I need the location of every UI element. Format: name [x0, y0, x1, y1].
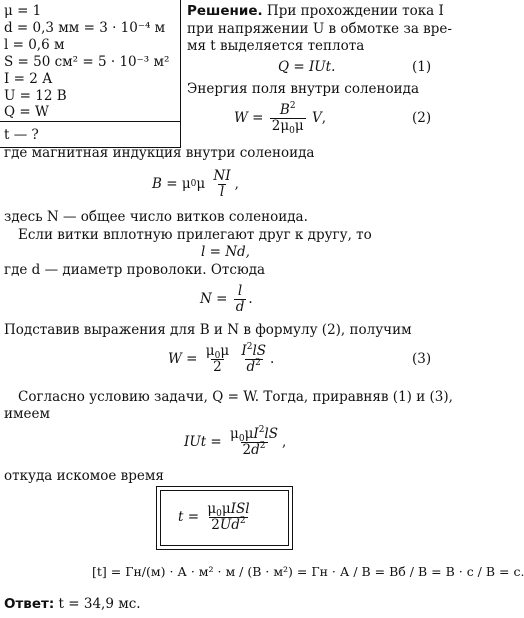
energy-text: Энергия поля внутри соленоида: [187, 81, 420, 97]
solution-intro-line-2: при напряжении U в обмотке за вре-: [187, 21, 452, 37]
equality-formula: IUt = $\frac{\mu_0\mu I^2lS}{2d^2}$ ,: [184, 424, 287, 458]
solution-heading: Решение.: [187, 3, 263, 19]
solution-intro-text: При прохождении тока I: [266, 3, 444, 19]
given-line: l = 0,6 м: [4, 37, 65, 53]
turns-text: здесь N — общее число витков соленоида.: [4, 209, 308, 225]
answer-label: Ответ:: [4, 596, 55, 612]
answer-value: t = 34,9 мс.: [58, 596, 141, 612]
given-line: Q = W: [4, 104, 49, 120]
given-line: U = 12 В: [4, 88, 67, 104]
turns-formula: N = $\frac{l}{d}$ .: [200, 282, 253, 315]
given-line: S = 50 см² = 5 · 10⁻³ м²: [4, 54, 170, 70]
equation-2-number: (2): [412, 110, 432, 126]
solution-intro-line-3: мя t выделяется теплота: [187, 38, 365, 54]
induction-text: где магнитная индукция внутри соленоида: [4, 145, 315, 161]
solution-intro-line-1: [187, 3, 444, 19]
result-formula: t = $\frac{\mu_0\mu ISl}{2Ud^2}$: [178, 500, 250, 533]
units-check: [t] = Гн/(м) · А · м² · м / (В · м²) = Гн · А / В = Вб / В = В · с / В = с.: [92, 563, 524, 579]
result-intro-text: откуда искомое время: [4, 468, 164, 484]
wire-diameter-text: где d — диаметр проволоки. Отсюда: [4, 262, 266, 278]
equation-3: W = $\frac{\mu_0\mu}{2}$ $\frac{I^2lS}{d^2}$ .: [168, 341, 275, 375]
equation-3-number: (3): [412, 351, 432, 367]
given-unknown: t — ?: [4, 127, 39, 143]
given-line: μ = 1: [4, 3, 42, 19]
given-separator: [0, 121, 180, 122]
equation-2: W = $\frac{B^2}{2\mu_0\mu}$ V ,: [234, 100, 327, 136]
length-formula: l = Nd,: [201, 244, 250, 260]
substitute-text: Подставив выражения для B и N в формулу (2), получим: [4, 322, 412, 338]
given-line: d = 0,3 мм = 3 · 10⁻⁴ м: [4, 20, 166, 36]
equation-1-number: (1): [412, 59, 432, 75]
condition-text-line-2: имеем: [4, 406, 50, 422]
equation-1: Q = IUt.: [278, 59, 336, 75]
answer-line: [4, 596, 141, 612]
tight-winding-text: Если витки вплотную прилегают друг к другу, то: [18, 227, 372, 243]
condition-text-line-1: Согласно условию задачи, Q = W. Тогда, приравняв (1) и (3),: [18, 389, 453, 405]
induction-formula: B = μ 0 μ $\frac{NI}{l}$ ,: [152, 167, 239, 200]
given-line: I = 2 А: [4, 71, 53, 87]
